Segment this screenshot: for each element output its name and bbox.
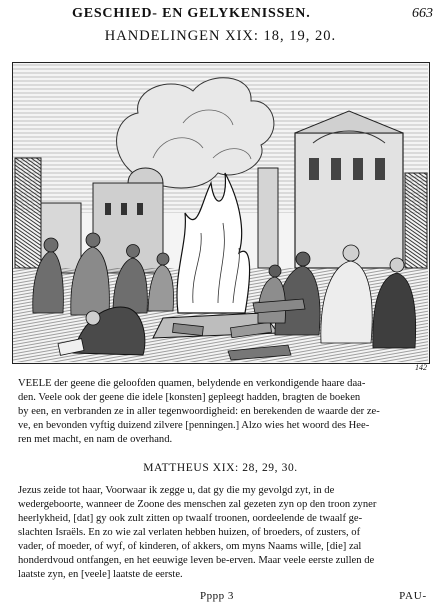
catchword: PAU-: [399, 590, 427, 602]
running-title: GESCHIED- EN GELYKENISSEN.: [72, 6, 311, 21]
matthew-passage: [18, 484, 426, 582]
page-number: 663: [412, 6, 433, 21]
running-head: [0, 6, 441, 24]
matthew-heading: MATTHEUS XIX: 28, 29, 30.: [143, 462, 298, 474]
passage-line: slachten Israëls. En zo wie zal verlaten hebben huizen, of broeders, of zusters, of: [18, 527, 361, 538]
passage-line: ve, en bevonden vyftig duizend zilvere [penningen.] Alzo wies het woord des Hee-: [18, 420, 370, 431]
signature-mark: Pppp 3: [200, 590, 234, 602]
passage-line: laatste zyn, en [veele] laatste de eerste.: [18, 569, 183, 580]
passage-line: vader, of moeder, of wyf, of kinderen, of akkers, om myns Naams wille, [die] zal: [18, 541, 362, 552]
passage-line: Jezus zeide tot haar, Voorwaar ik zegge u, dat gy die my gevolgd zyt, in de: [18, 485, 335, 496]
passage-line: ren met macht, en nam de overhand.: [18, 434, 173, 445]
engraving-book-burning: [12, 62, 430, 364]
passage-line: by een, en verbranden ze in aller tegenwoordigheid: en berekenden de waarde der ze-: [18, 406, 380, 417]
passage-line: VEELE der geene die geloofden quamen, belydende en verkondigende haare daa-: [18, 378, 366, 389]
acts-passage: [18, 377, 426, 447]
passage-line: honderdvoud ontfangen, en het eeuwige leven be-erven. Maar veele eerste zullen de: [18, 555, 375, 566]
passage-line: den. Veele ook der geene die idele [konsten] gepleegt hadden, bragten de boeken: [18, 392, 361, 403]
chapter-reference: HANDELINGEN XIX: 18, 19, 20.: [104, 28, 337, 44]
passage-line: heerlykheid, [dat] gy ook zult zitten op twaalf troonen, oordeelende de twaalf ge-: [18, 513, 363, 524]
plate-number: 142: [415, 363, 427, 372]
passage-line: wedergeboorte, wanneer de Zoone des menschen zal gezeten zyn op den troon zyner: [18, 499, 377, 510]
